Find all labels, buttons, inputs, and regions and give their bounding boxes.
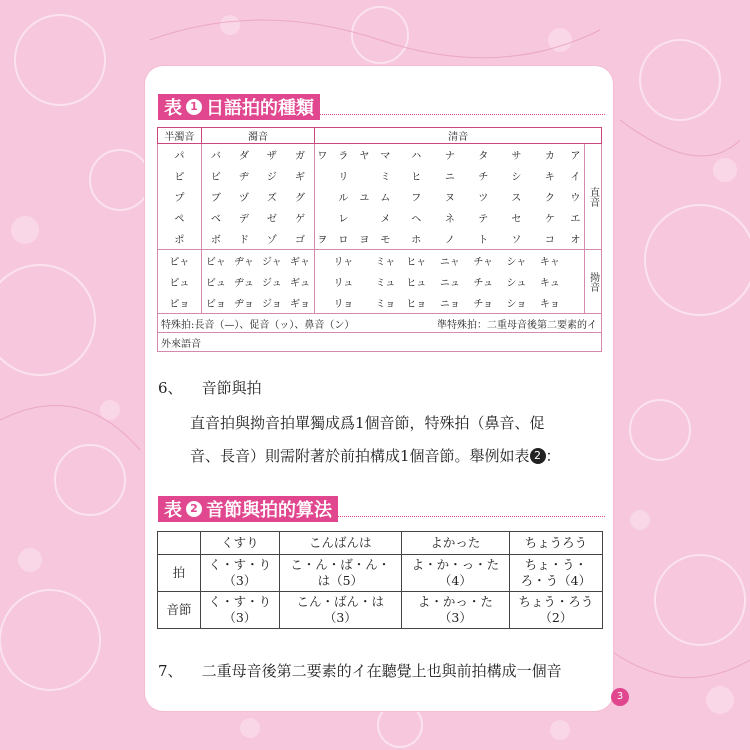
table-cell	[401, 555, 509, 592]
row-label-haku: 拍	[158, 555, 201, 592]
kana-cell: キュ	[539, 278, 560, 289]
kana-cell: ジュ	[261, 278, 282, 289]
table-cell	[279, 555, 401, 592]
kana-cell: ソ	[511, 235, 522, 246]
kana-cell: サ	[511, 151, 522, 162]
corner-cell	[158, 532, 201, 555]
cell-line: は（5）	[317, 573, 364, 588]
table2-heading-number: 2	[186, 501, 202, 517]
cell-line: （3）	[223, 573, 257, 588]
table1-heading-number: 1	[186, 99, 202, 115]
col-header: ちょうろう	[509, 532, 602, 555]
section6-line2	[190, 440, 605, 473]
kana-cell: チャ	[467, 250, 500, 272]
kana-cell	[567, 271, 585, 292]
section6-number: 6、	[158, 379, 183, 397]
kana-cell: チュ	[473, 278, 494, 289]
kana-cell: グ	[295, 193, 306, 204]
kana-cell: ビュ	[201, 271, 230, 292]
cell-line: よ・か・っ・た	[411, 557, 500, 572]
table-row	[158, 186, 602, 207]
kana-cell: ギョ	[290, 299, 311, 310]
table-row	[158, 592, 603, 629]
kana-cell: モ	[380, 235, 391, 246]
table1-heading-prefix: 表	[164, 98, 182, 119]
kana-cell	[315, 271, 330, 292]
kana-cell: シャ	[500, 250, 533, 272]
kana-cell: ユ	[359, 193, 370, 204]
kana-cell: ダ	[239, 151, 249, 162]
row-label-onsetsu: 音節	[158, 592, 201, 629]
page-number-badge: 3	[611, 688, 629, 706]
kana-cell: ギ	[295, 172, 306, 183]
kana-cell: ケ	[544, 214, 555, 225]
kana-cell: バ	[201, 144, 230, 166]
kana-cell: ニャ	[433, 250, 467, 272]
kana-cell: コ	[544, 235, 555, 246]
kana-cell: ド	[239, 235, 249, 246]
kana-cell: ビ	[201, 165, 230, 186]
kana-cell: ゲ	[295, 214, 306, 225]
kana-cell: セ	[511, 214, 522, 225]
cell-line: （4）	[438, 573, 472, 588]
cell-line: く・す・り	[208, 557, 272, 572]
kana-cell	[357, 250, 371, 272]
kana-cell: ラ	[338, 151, 349, 162]
kana-cell: ノ	[444, 235, 455, 246]
kana-cell: マ	[380, 151, 391, 162]
kana-cell: ガ	[295, 151, 306, 162]
kana-cell	[567, 250, 585, 272]
kana-cell: ヒョ	[406, 299, 427, 310]
cell-line: こん・ばん・は	[296, 594, 385, 609]
kana-cell: リョ	[333, 299, 354, 310]
table2-heading	[158, 495, 605, 523]
kana-cell: ゾ	[266, 235, 277, 246]
section6-heading	[158, 372, 262, 405]
kana-cell: ピュ	[158, 271, 202, 292]
kana-cell: キ	[544, 172, 555, 183]
table-cell	[509, 555, 602, 592]
syllable-mora-table	[157, 531, 603, 629]
kana-cell: ヒュ	[406, 278, 427, 289]
row-label-choku: 直音	[585, 144, 602, 250]
kana-cell: ビャ	[201, 250, 230, 272]
kana-cell: ニ	[444, 172, 455, 183]
cell-line: （3）	[438, 610, 472, 625]
col-header: くすり	[201, 532, 280, 555]
section7-number: 7、	[158, 662, 183, 680]
kana-cell: ピョ	[158, 292, 202, 314]
kana-cell: シュ	[506, 278, 527, 289]
table-row	[158, 165, 602, 186]
kana-cell: ハ	[411, 151, 422, 162]
table2-heading-title: 音節與拍的算法	[206, 500, 332, 521]
section6-line1: 直音拍與拗音拍單獨成爲1個音節，特殊拍（鼻音、促	[190, 414, 545, 432]
kana-cell: ニョ	[439, 299, 460, 310]
kana-cell: ウ	[570, 193, 581, 204]
kana-cell: ヌ	[444, 193, 455, 204]
cell-line: よ・かっ・た	[417, 594, 493, 609]
kana-cell: カ	[544, 151, 555, 162]
kana-cell: ギャ	[286, 250, 315, 272]
col-header-handaku: 半濁音	[158, 128, 202, 144]
kana-cell	[315, 207, 330, 228]
kana-cell: ジャ	[258, 250, 286, 272]
kana-cell: イ	[570, 172, 581, 183]
kana-cell: フ	[411, 193, 422, 204]
kana-cell	[315, 186, 330, 207]
kana-cell: ミュ	[375, 278, 396, 289]
col-header-daku: 濁音	[201, 128, 315, 144]
cell-line: （3）	[223, 610, 257, 625]
cell-line: （3）	[323, 610, 357, 625]
section7	[158, 655, 613, 688]
table-ref-badge: 2	[530, 448, 546, 464]
kana-cell: エ	[570, 214, 581, 225]
kana-cell: オ	[570, 235, 581, 246]
kana-type-table	[157, 127, 602, 352]
table-row	[158, 228, 602, 250]
table1-heading-bar	[158, 94, 320, 120]
section7-text: 二重母音後第二要素的イ在聽覺上也與前拍構成一個音	[201, 662, 562, 680]
kana-cell: ミ	[380, 172, 391, 183]
table-cell	[401, 592, 509, 629]
kana-cell: ゼ	[266, 214, 277, 225]
kana-cell: ピャ	[158, 250, 202, 272]
kana-cell: ヂャ	[230, 250, 258, 272]
kana-cell	[315, 165, 330, 186]
kana-cell: シ	[511, 172, 522, 183]
kana-cell	[357, 207, 371, 228]
cell-line: こ・ん・ば・ん・	[290, 557, 391, 572]
kana-cell: リャ	[330, 250, 358, 272]
kana-cell	[567, 292, 585, 314]
kana-cell: ス	[511, 193, 522, 204]
kana-cell	[357, 165, 371, 186]
kana-cell: ミョ	[375, 299, 396, 310]
section6-title: 音節與拍	[201, 379, 262, 397]
dotted-rule	[320, 100, 605, 115]
kana-cell: レ	[338, 214, 349, 225]
kana-cell: ネ	[444, 214, 455, 225]
table2-heading-bar	[158, 496, 338, 522]
table-row	[158, 271, 602, 292]
kana-cell	[315, 292, 330, 314]
kana-cell: ヨ	[359, 235, 370, 246]
cell-line: （2）	[539, 610, 573, 625]
dotted-rule	[338, 502, 605, 517]
kana-cell: ショ	[506, 299, 527, 310]
kana-cell: ペ	[158, 207, 202, 228]
row-label-you: 拗音	[585, 250, 602, 314]
kana-cell	[357, 271, 371, 292]
table1-heading-title: 日語拍的種類	[206, 98, 314, 119]
table-row	[158, 314, 602, 333]
kana-cell: キョ	[539, 299, 560, 310]
kana-cell: デ	[239, 214, 249, 225]
kana-cell: テ	[478, 214, 489, 225]
kana-cell: ゴ	[295, 235, 306, 246]
kana-cell: ヤ	[359, 151, 370, 162]
kana-cell: タ	[478, 151, 489, 162]
kana-cell: リ	[338, 172, 349, 183]
kana-cell: ピ	[158, 165, 202, 186]
table1-heading	[158, 93, 605, 121]
col-header-sei: 清音	[315, 128, 602, 144]
note-foreign-sounds: 外來語音	[158, 333, 602, 352]
kana-cell: ヅ	[239, 193, 249, 204]
kana-cell: ニュ	[439, 278, 460, 289]
kana-cell: ワ	[315, 144, 330, 166]
kana-cell: ク	[544, 193, 555, 204]
kana-cell: ヂュ	[234, 278, 254, 289]
cell-line: ちょ・う・	[524, 557, 588, 572]
kana-cell: ヂ	[239, 172, 249, 183]
kana-cell: ポ	[158, 228, 202, 250]
cell-line: ちょう・ろう	[518, 594, 594, 609]
note-special-mora: 特殊拍:長音（—）、促音（ッ）、鼻音（ン）	[158, 314, 400, 333]
kana-cell: パ	[158, 144, 202, 166]
col-header: よかった	[401, 532, 509, 555]
table-row	[158, 333, 602, 352]
kana-cell: キャ	[533, 250, 567, 272]
kana-cell: メ	[380, 214, 391, 225]
kana-cell: ロ	[338, 235, 349, 246]
section6-line2-end: ：	[545, 447, 561, 465]
table-cell	[201, 555, 280, 592]
kana-cell: ズ	[266, 193, 277, 204]
kana-cell: ヲ	[315, 228, 330, 250]
kana-cell: ヒ	[411, 172, 422, 183]
kana-cell: ム	[380, 193, 391, 204]
kana-cell: ヒャ	[399, 250, 433, 272]
kana-cell: ビョ	[201, 292, 230, 314]
kana-cell: プ	[158, 186, 202, 207]
kana-cell: ギュ	[290, 278, 311, 289]
kana-cell: リュ	[333, 278, 354, 289]
table2-heading-prefix: 表	[164, 500, 182, 521]
section6-line2-text: 音、長音）則需附著於前拍構成1個音節。舉例如表	[190, 447, 530, 465]
kana-cell: ボ	[201, 228, 230, 250]
note-quasi-special-mora: 準特殊拍：二重母音後第二要素的イ	[399, 314, 601, 333]
kana-cell: ザ	[266, 151, 277, 162]
cell-line: く・す・り	[208, 594, 272, 609]
kana-cell: ヂョ	[234, 299, 254, 310]
kana-cell: ツ	[478, 193, 489, 204]
kana-cell: ベ	[201, 207, 230, 228]
kana-cell: ジ	[266, 172, 277, 183]
kana-cell: ト	[478, 235, 489, 246]
table-row	[158, 555, 603, 592]
kana-cell: ブ	[201, 186, 230, 207]
kana-cell: ミャ	[371, 250, 399, 272]
section6-body	[190, 407, 605, 473]
table-row	[158, 144, 602, 166]
col-header: こんばんは	[279, 532, 401, 555]
table-cell	[509, 592, 602, 629]
kana-cell: チ	[478, 172, 489, 183]
table-row	[158, 207, 602, 228]
kana-cell: ル	[338, 193, 349, 204]
table-cell	[201, 592, 280, 629]
kana-cell: ア	[570, 151, 581, 162]
table-row	[158, 292, 602, 314]
cell-line: ろ・う（4）	[520, 573, 592, 588]
kana-cell: ナ	[444, 151, 455, 162]
kana-cell: ジョ	[261, 299, 282, 310]
kana-cell	[357, 292, 371, 314]
kana-cell: ヘ	[411, 214, 422, 225]
table-cell	[279, 592, 401, 629]
kana-cell	[315, 250, 330, 272]
kana-cell: ホ	[411, 235, 422, 246]
table-row	[158, 250, 602, 272]
kana-cell: チョ	[473, 299, 494, 310]
